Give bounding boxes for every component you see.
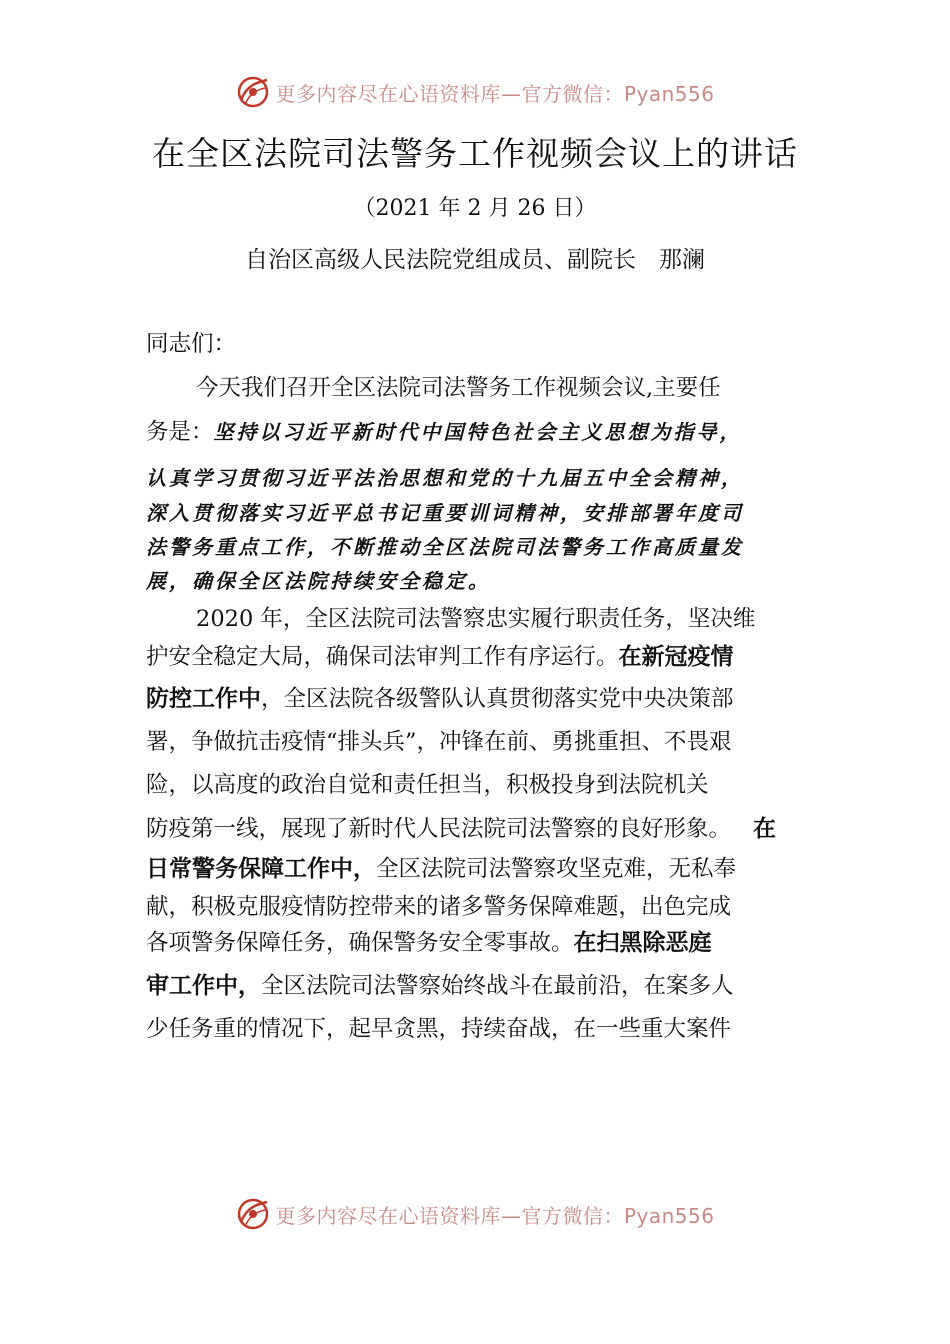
text-run: ，全区法院各级警队认真贯彻落实党中央决策部 <box>261 686 734 712</box>
paragraph-line <box>146 641 734 675</box>
bold-heading-run: 日常警务保障工作中， <box>146 856 376 882</box>
document-date: （2021 年 2 月 26 日） <box>353 196 597 221</box>
text-run: 防疫第一线，展现了新时代人民法院司法警察的良好形象。 <box>146 816 732 842</box>
bold-heading-run: 在 <box>753 816 777 842</box>
paragraph-line: 2020 年，全区法院司法警察忠实履行职责任务，坚决维 <box>196 606 756 632</box>
paragraph-line: 献，积极克服疫情防控带来的诸多警务保障难题，出色完成 <box>146 894 732 920</box>
watermark-text: 更多内容尽在心语资料库—官方微信：Pyan556 <box>275 1203 715 1228</box>
emphasis-text: 坚持以习近平新时代中国特色社会主义思想为指导， <box>213 420 743 444</box>
emphasis-line: 认真学习贯彻习近平法治思想和党的十九届五中全会精神， <box>146 466 744 490</box>
paragraph-line: 今天我们召开全区法院司法警务工作视频会议,主要任 <box>196 375 721 401</box>
paragraph-line <box>146 970 734 1004</box>
greeting: 同志们： <box>146 331 237 357</box>
brand-logo-icon <box>235 1196 271 1232</box>
text-run: 全区法院司法警察攻坚克难，无私奉 <box>376 856 737 882</box>
emphasis-line: 法警务重点工作，不断推动全区法院司法警务工作高质量发 <box>146 535 744 559</box>
brand-logo-icon <box>235 74 271 110</box>
bold-heading-run: 在新冠疫情 <box>618 644 734 670</box>
paragraph-line: 少任务重的情况下，起早贪黑，持续奋战，在一些重大案件 <box>146 1016 732 1042</box>
paragraph-line <box>146 683 734 717</box>
text-run: 全区法院司法警察始终战斗在最前沿，在案多人 <box>261 973 734 999</box>
bold-heading-run: 防控工作中 <box>146 686 261 712</box>
document-byline: 自治区高级人民法院党组成员、副院长 那澜 <box>245 247 705 273</box>
text-run: 各项警务保障任务，确保警务安全零事故。 <box>146 930 574 956</box>
paragraph-line <box>146 853 736 887</box>
watermark-banner-top <box>0 70 950 114</box>
document-title: 在全区法院司法警务工作视频会议上的讲话 <box>152 134 798 173</box>
text-run: 护安全稳定大局，确保司法审判工作有序运行。 <box>146 644 619 670</box>
emphasis-line: 展，确保全区法院持续安全稳定。 <box>146 569 491 593</box>
paragraph-line <box>146 927 712 961</box>
text-run: 务是： <box>146 419 214 445</box>
bold-heading-run: 在扫黑除恶庭 <box>573 930 712 956</box>
paragraph-line: 险，以高度的政治自觉和责任担当，积极投身到法院机关 <box>146 772 709 798</box>
watermark-banner-bottom <box>0 1192 950 1236</box>
paragraph-line <box>146 813 776 847</box>
paragraph-line: 署，争做抗击疫情“排头兵”，冲锋在前、勇挑重担、不畏艰 <box>146 729 732 755</box>
paragraph-line <box>146 416 743 450</box>
bold-heading-run: 审工作中， <box>146 973 261 999</box>
emphasis-line: 深入贯彻落实习近平总书记重要训词精神，安排部署年度司 <box>146 501 744 525</box>
watermark-text: 更多内容尽在心语资料库—官方微信：Pyan556 <box>275 81 715 106</box>
